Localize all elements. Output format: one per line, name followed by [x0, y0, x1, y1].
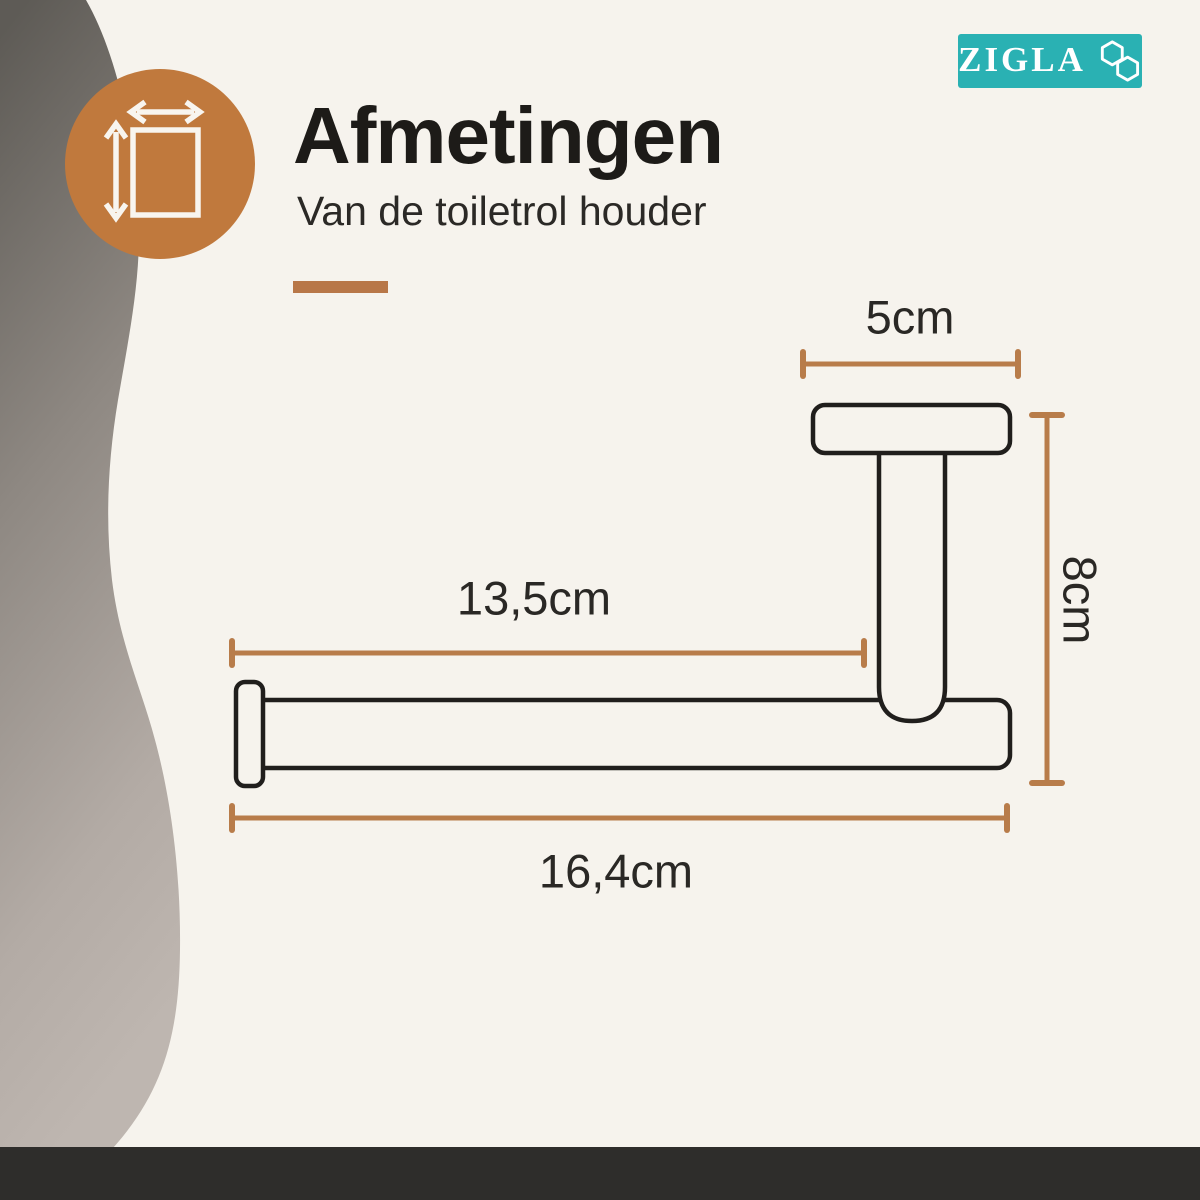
holder-end-cap [236, 682, 263, 786]
dim-label-mount-width: 5cm [865, 290, 955, 344]
page-subtitle: Van de toiletrol houder [297, 188, 707, 234]
dimensions-icon [65, 69, 255, 259]
footer-bar [0, 1147, 1200, 1200]
holder-post [879, 449, 945, 721]
holder-wall-plate [813, 405, 1010, 453]
dim-label-total-length: 16,4cm [538, 844, 694, 898]
brand-name: ZIGLA [958, 40, 1086, 79]
dim-line-mount-width [803, 352, 1018, 376]
dim-line-arm-length [232, 641, 864, 665]
dimensions-icon-circle [65, 69, 255, 259]
dim-line-total-length [232, 806, 1007, 830]
holder-bar [248, 700, 1010, 768]
holder-outline [236, 405, 1010, 786]
dim-label-arm-length: 13,5cm [456, 571, 612, 625]
brand-badge [958, 34, 1142, 88]
dim-label-height: 8cm [1053, 555, 1107, 645]
double-hexagon-icon [1096, 38, 1142, 84]
page-title: Afmetingen [293, 91, 723, 180]
title-underline [293, 281, 388, 293]
